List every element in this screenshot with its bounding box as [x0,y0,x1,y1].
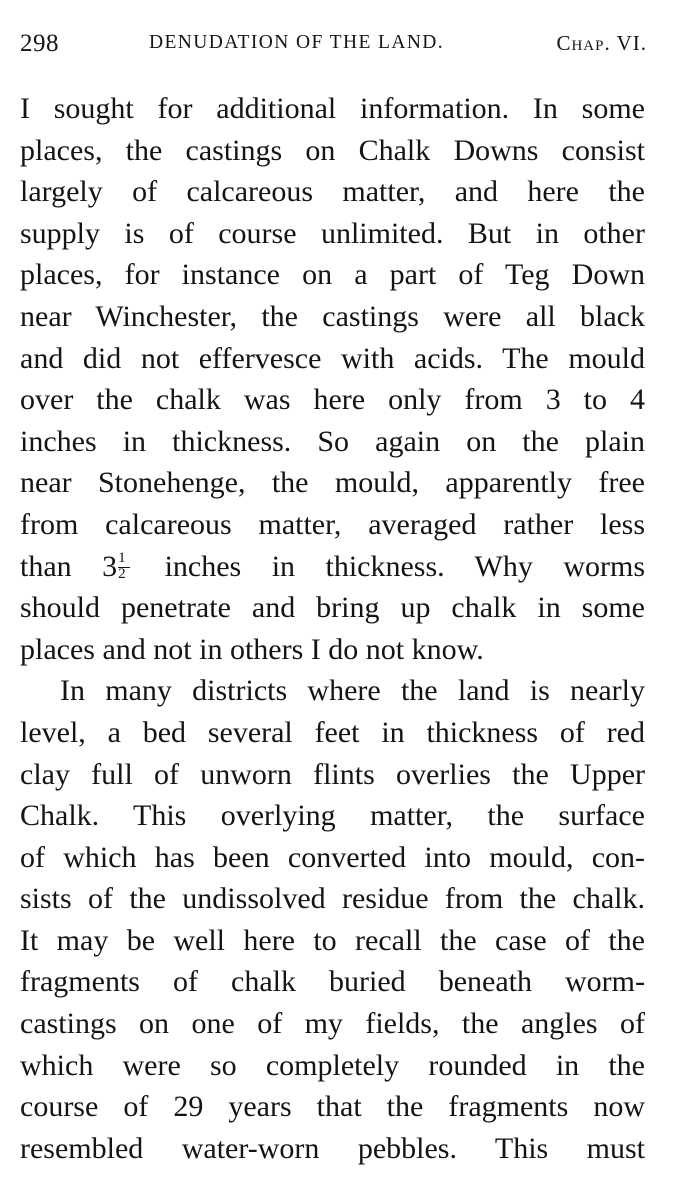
paragraph-1 [20,88,645,670]
text-line: of which has been converted into mould, con- [20,840,645,874]
text-line: sists of the undissolved residue from the chalk. [20,882,645,916]
text-line-with-fraction [20,546,645,588]
text-line: inches in thickness. So again on the plain [20,424,645,458]
text-line: castings on one of my fields, the angles of [20,1007,645,1041]
text-segment: than 3 [20,549,118,583]
text-line: largely of calcareous matter, and here the [20,175,645,209]
text-line: fragments of chalk buried beneath worm- [20,965,645,999]
text-line: over the chalk was here only from 3 to 4 [20,383,645,417]
chapter-label: Chap. VI. [556,31,647,55]
text-line: and did not effervesce with acids. The mould [20,341,645,375]
fraction-one-half [118,549,130,582]
text-line: places, the castings on Chalk Downs consist [20,133,645,167]
text-segment: inches in thickness. Why worms [134,549,645,583]
fraction-denominator: 2 [118,565,126,582]
text-line: level, a bed several feet in thickness of red [20,715,645,749]
text-line: I sought for additional information. In some [20,92,645,125]
text-line: In many districts where the land is nearly [60,674,645,708]
text-line: should penetrate and bring up chalk in some [20,591,645,625]
text-line: near Winchester, the castings were all black [20,299,645,333]
paragraph-2 [20,670,645,1169]
fraction-numerator: 1 [118,549,126,566]
text-line: from calcareous matter, averaged rather less [20,507,645,541]
text-line: which were so completely rounded in the [20,1048,645,1082]
body-text [20,88,645,1169]
text-line: places and not in others I do not know. [20,632,484,666]
text-line: course of 29 years that the fragments now [20,1090,645,1124]
running-title: DENUDATION OF THE LAND. [149,32,445,53]
text-line: clay full of unworn flints overlies the Upper [20,757,645,791]
page-number: 298 [20,30,59,57]
text-line: Chalk. This overlying matter, the surface [20,799,645,833]
text-line: resembled water-worn pebbles. This must [20,1131,645,1165]
text-line: supply is of course unlimited. But in other [20,216,645,250]
text-line: places, for instance on a part of Teg Down [20,258,645,292]
text-line: It may be well here to recall the case of the [20,923,645,957]
running-header [20,30,647,64]
text-line: near Stonehenge, the mould, apparently free [20,466,645,500]
